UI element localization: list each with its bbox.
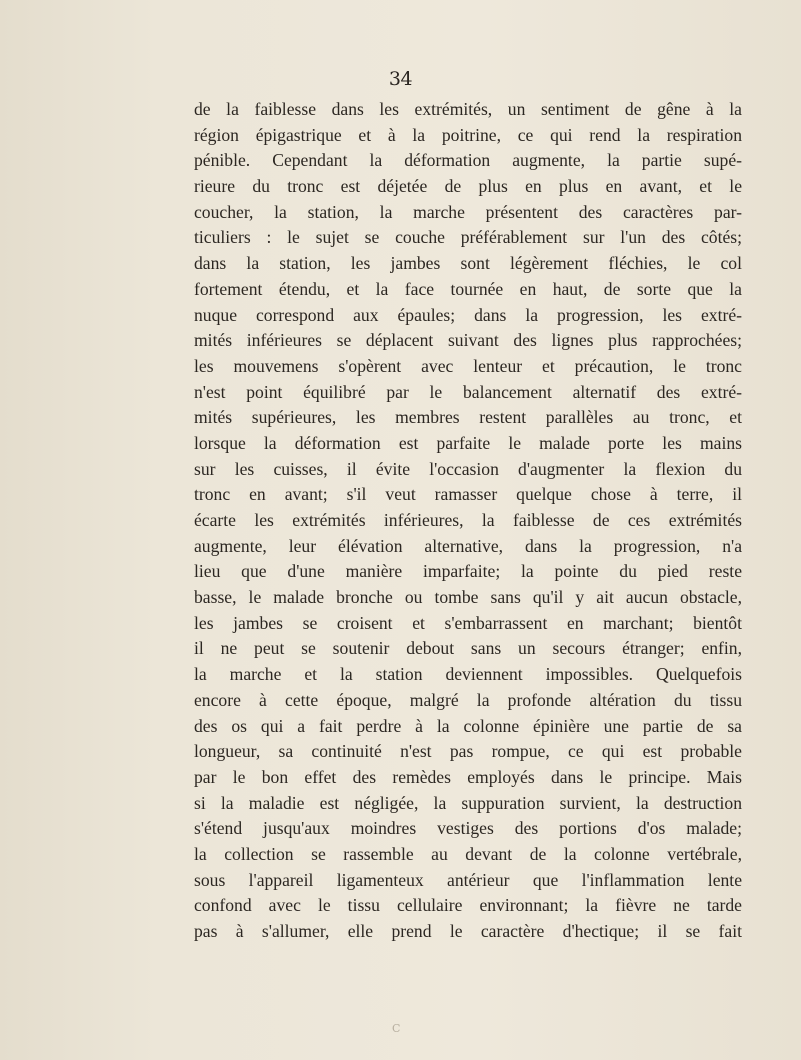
text-line-content: mités inférieures se déplacent suivant des lignes plus rapprochées; [194, 330, 742, 351]
text-line [194, 842, 742, 868]
text-line [194, 714, 742, 740]
text-line [194, 662, 742, 688]
text-line [194, 893, 742, 919]
text-line-content: basse, le malade bronche ou tombe sans qu'il y ait aucun obstacle, [194, 587, 742, 608]
text-line-content: mités supérieures, les membres restent parallèles au tronc, et [194, 407, 742, 428]
page-number: 34 [388, 68, 413, 90]
text-line [194, 791, 742, 817]
text-line-content: rieure du tronc est déjetée de plus en plus en avant, et le [194, 176, 742, 197]
text-line-content: augmente, leur élévation alternative, dans la progression, n'a [194, 535, 742, 556]
text-line [194, 97, 742, 123]
signature-mark: C [392, 1022, 401, 1035]
text-line [194, 636, 742, 662]
text-line [194, 559, 742, 585]
text-line [194, 200, 742, 226]
text-line-content: les mouvemens s'opèrent avec lenteur et précaution, le tronc [194, 355, 742, 376]
text-line-content: sous l'appareil ligamenteux antérieur que l'inflammation lente [194, 869, 742, 890]
text-line [194, 328, 742, 354]
text-line [194, 251, 742, 277]
text-line-content: les jambes se croisent et s'embarrassent en marchant; bientôt [194, 612, 742, 633]
text-line [194, 225, 742, 251]
text-line [194, 688, 742, 714]
text-line-content: longueur, sa continuité n'est pas rompue, ce qui est probable [194, 741, 742, 762]
text-line-content: n'est point équilibré par le balancement alternatif des extré- [194, 381, 742, 402]
text-line-content: lorsque la déformation est parfaite le malade porte les mains [194, 432, 742, 453]
text-line [194, 868, 742, 894]
text-line-content: des os qui a fait perdre à la colonne épinière une partie de sa [194, 715, 742, 736]
text-line-content: par le bon effet des remèdes employés dans le principe. Mais [194, 766, 742, 787]
text-line [194, 765, 742, 791]
text-line [194, 405, 742, 431]
text-line [194, 303, 742, 329]
text-line-content: dans la station, les jambes sont légèrement fléchies, le col [194, 253, 742, 274]
body-text [194, 97, 742, 945]
text-line-content: nuque correspond aux épaules; dans la progression, les extré- [194, 304, 742, 325]
text-line-content: la marche et la station deviennent impossibles. Quelquefois [194, 664, 742, 685]
text-line-content: confond avec le tissu cellulaire environnant; la fièvre ne tarde [194, 895, 742, 916]
text-line [194, 457, 742, 483]
text-line [194, 277, 742, 303]
text-line-content: sur les cuisses, il évite l'occasion d'augmenter la flexion du [194, 458, 742, 479]
text-line-content: pas à s'allumer, elle prend le caractère d'hectique; il se fait [194, 921, 742, 941]
text-line-content: de la faiblesse dans les extrémités, un sentiment de gêne à la [194, 99, 742, 119]
text-line [194, 534, 742, 560]
text-line-content: ticuliers : le sujet se couche préférablement sur l'un des côtés; [194, 227, 742, 248]
text-line-content: pénible. Cependant la déformation augmente, la partie supé- [194, 150, 742, 171]
text-line [194, 380, 742, 406]
text-line [194, 431, 742, 457]
text-line [194, 816, 742, 842]
text-line [194, 585, 742, 611]
text-line [194, 123, 742, 149]
text-line-content: si la maladie est négligée, la suppuration survient, la destruction [194, 792, 742, 813]
text-line-content: il ne peut se soutenir debout sans un secours étranger; enfin, [194, 638, 742, 659]
text-line [194, 354, 742, 380]
text-line-content: lieu que d'une manière imparfaite; la pointe du pied reste [194, 561, 742, 582]
text-line-content: fortement étendu, et la face tournée en haut, de sorte que la [194, 278, 742, 299]
text-line-content: écarte les extrémités inférieures, la faiblesse de ces extrémités [194, 510, 742, 530]
text-line [194, 148, 742, 174]
text-line [194, 611, 742, 637]
text-line-content: tronc en avant; s'il veut ramasser quelque chose à terre, il [194, 484, 742, 505]
text-line-content: s'étend jusqu'aux moindres vestiges des portions d'os malade; [194, 818, 742, 839]
text-line-content: la collection se rassemble au devant de la colonne vertébrale, [194, 843, 742, 864]
text-line [194, 174, 742, 200]
text-line [194, 508, 742, 534]
text-line-content: région épigastrique et à la poitrine, ce qui rend la respiration [194, 124, 742, 145]
text-line-content: encore à cette époque, malgré la profonde altération du tissu [194, 689, 742, 710]
text-line-content: coucher, la station, la marche présentent des caractères par- [194, 201, 742, 222]
text-line [194, 482, 742, 508]
text-line [194, 919, 742, 945]
text-line [194, 739, 742, 765]
